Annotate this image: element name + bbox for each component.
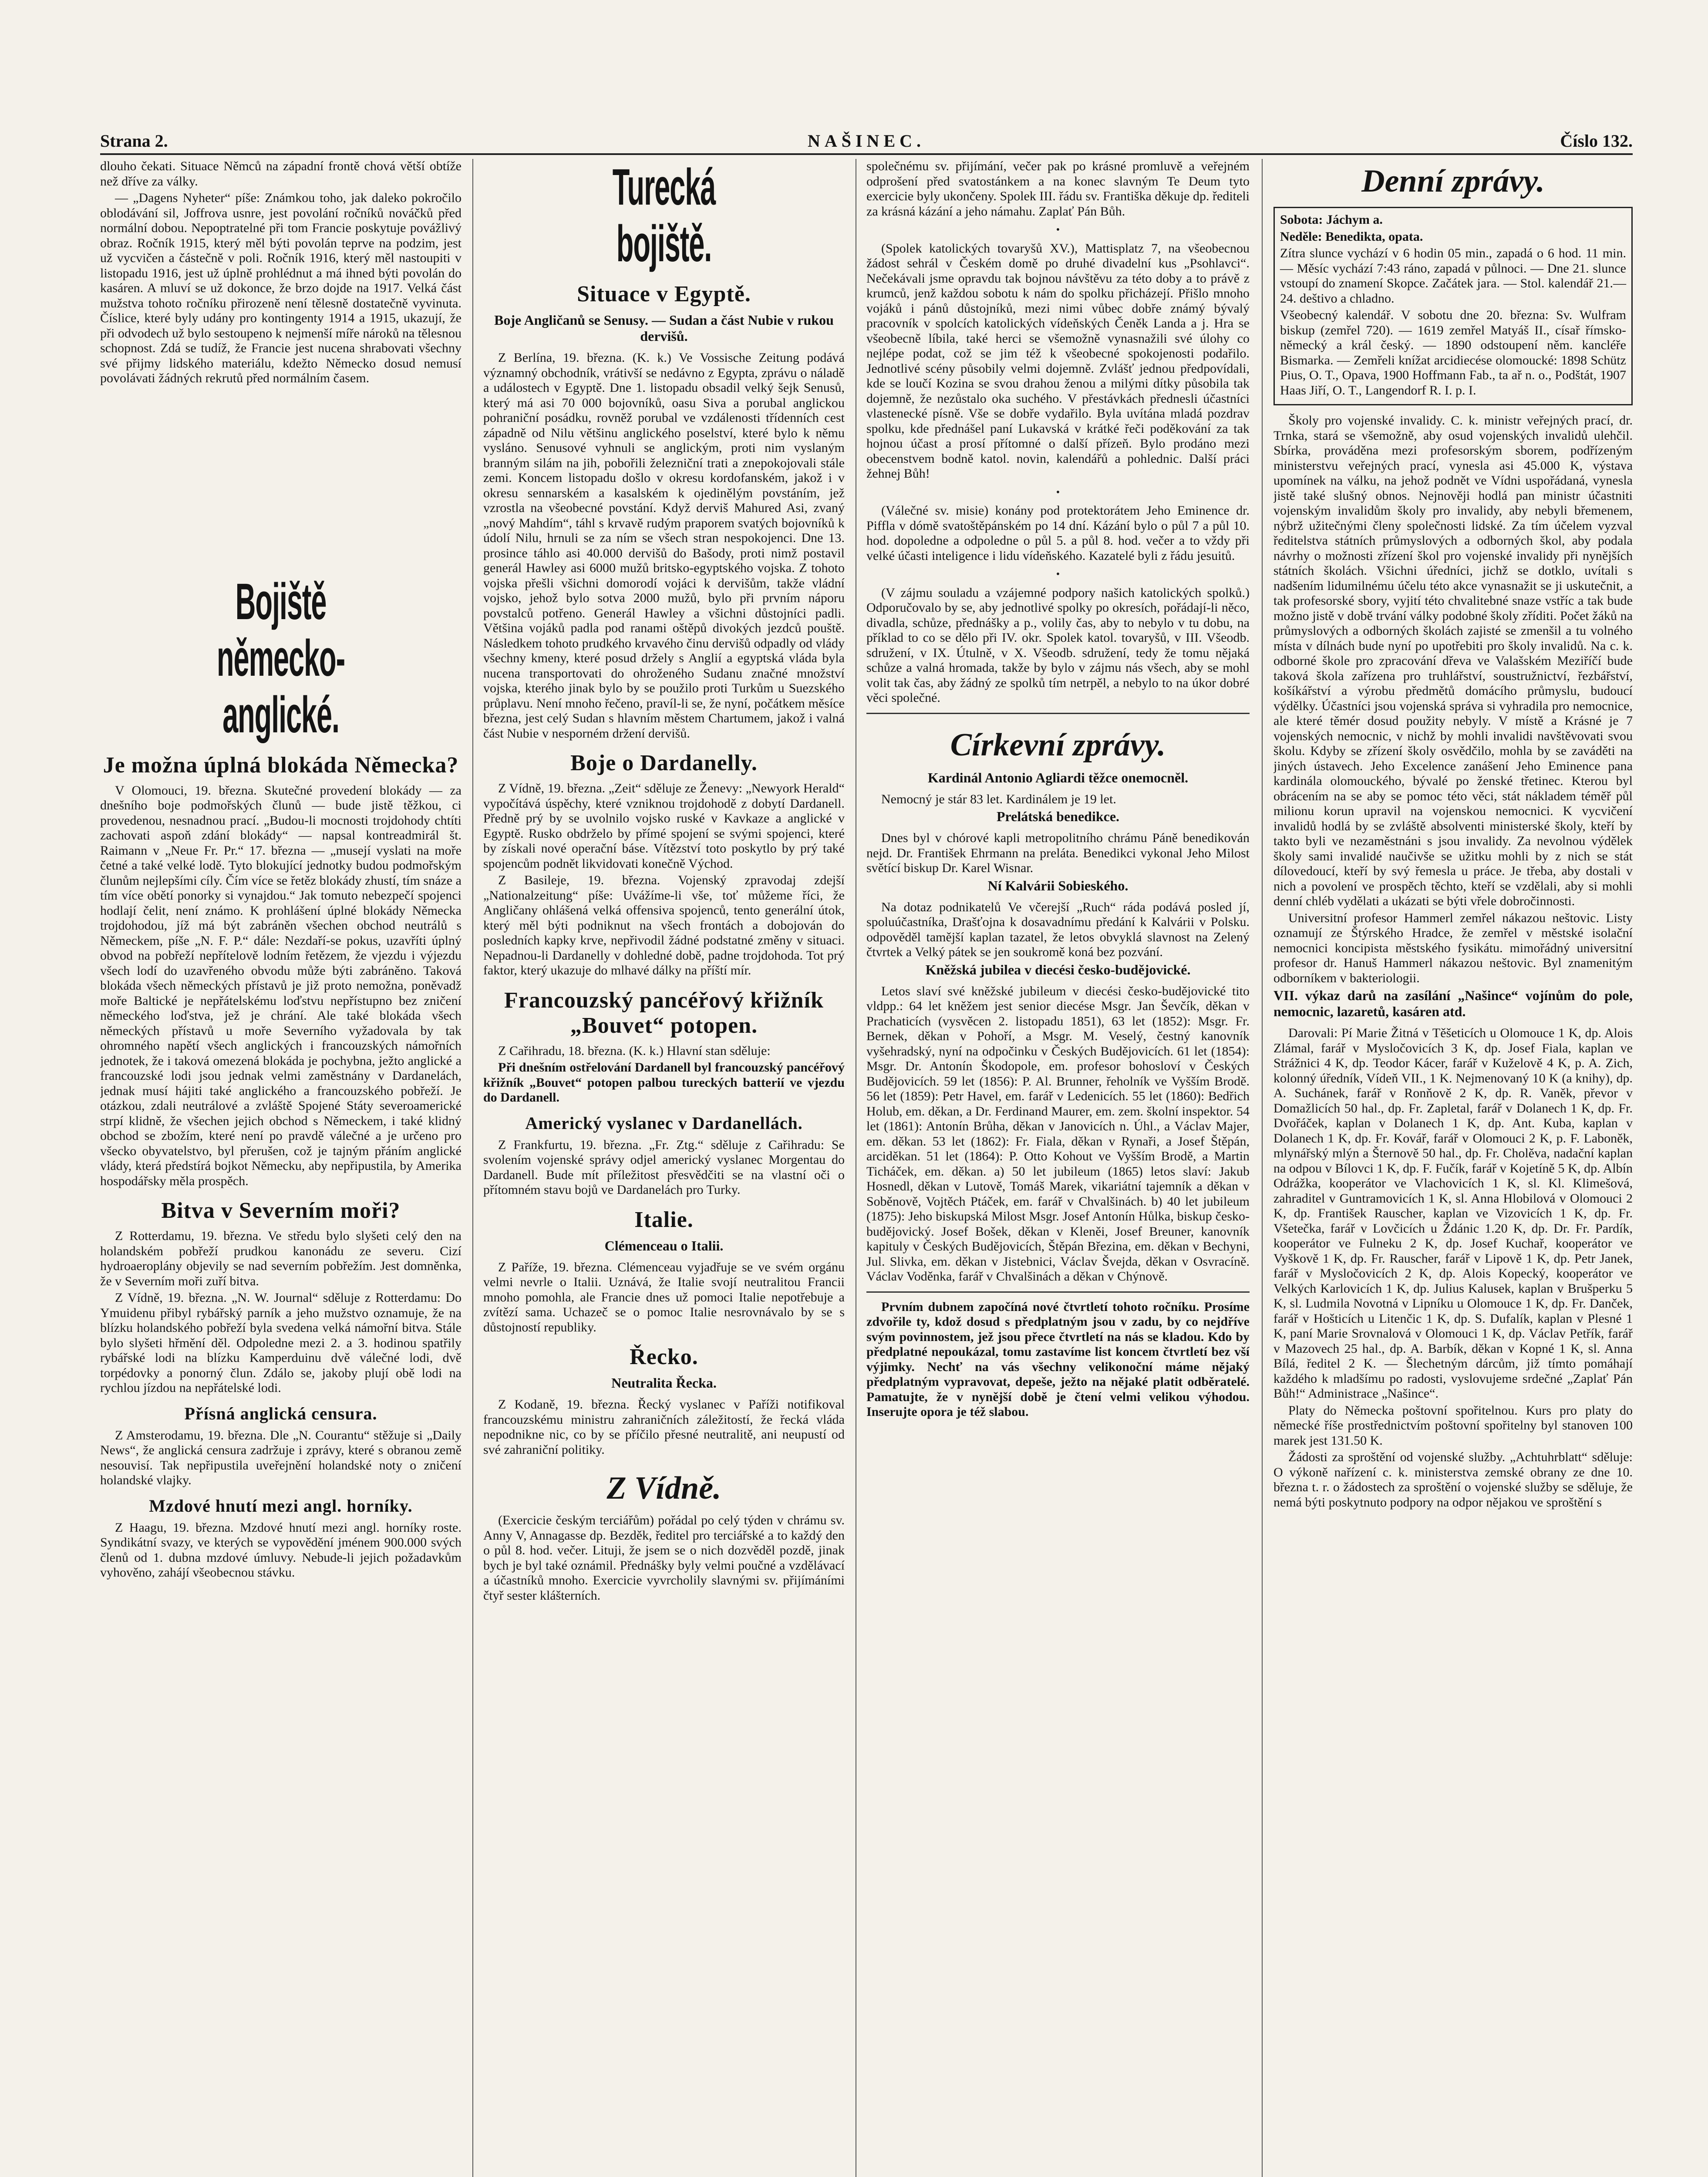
page-header	[100, 131, 1633, 157]
article-paragraph: Z Amsterodamu, 19. března. Dle „N. Courantu“ stěžuje si „Daily News“, že anglická censura zadržuje i zprávy, které s obranou země nesouvisí. Tak nepřipustila uveřejnění holandské noty o zničení holandské vlajky.	[100, 1428, 462, 1487]
article-paragraph: Z Berlína, 19. března. (K. k.) Ve Vossische Zeitung podává významný obchodník, vrátivší se nedávno z Egypta, zprávu o náladě a událostech v Egyptě. Dne 1. listopadu obsadil velký šejk Senusů, který má asi 70 000 bojovníků, oasu Siva a porubal anglickou pohraniční posádku, rovněž porubal ve vzdálenosti třídenních cest západně od Nilu většinu anglického poselství, které bylo k němu vysláno. Senusové vyhnuli se anglickým, proti nim vyslaným branným silám na jih, pobořili železniční trati a znepokojovali stále zemi. Koncem listopadu došlo v okresu kordofanském, jakož i v okresu sennarském a kasalském k ojedinělým povstáním, jež vzrostla na všeobecné povstání. Když derviš Mahured Asi, zvaný „nový Mahdím“, táhl s krvavě rudým praporem svatých bojovníků k údolí Nilu, hrnuli se za ním se všech stran nespokojenci. Dne 13. prosince táhlo asi 40.000 dervišů do Bašody, proti nimž postavil generál Hawley asi 6000 mužů britsko-egyptského vojska. Z tohoto vojska přešli všichni domorodí vojáci k dervišům, takže vládní vojsko, jehož bylo sotva 2000 mužů, bylo při prvním náporu povstalců potřeno. Generál Hawley a všichni důstojníci padli. Většina vojáků padla pod ranami oštěpů divokých jezdců pouště. Následkem tohoto prudkého krvavého činu dervišů odpadly od vlády všechny kmeny, které posud držely s Anglií a egyptská vláda byla nucena transportovati do ohroženého Sudanu značné množství vojska, kterého jinak bylo by se použilo proti Turkům u Suezského průplavu. Není mnoho řečeno, pravíl-li se, že nyní, počátkem měsíce března, jest celý Sudan s hlavním městem Chartumem, jakož i valná část Nubie v nesporném držení dervišů.	[483, 350, 845, 741]
section-heading: Denní zprávy.	[1361, 163, 1545, 199]
column-1	[100, 159, 462, 2177]
article-title: Prelátská benedikce.	[996, 809, 1120, 824]
column-4	[1273, 159, 1633, 2177]
calendar-line: Všeobecný kalendář. V sobotu dne 20. března: Sv. Wulfram biskup (zemřel 720). — 1619 zemřel Matyáš II., císař římsko-německý a král český. — 1890 odstoupení něm. kancléře Bismarka. — Zemřeli knížat arcidiecése olomoucké: 1898 Schütz Pius, O. T., Opava, 1900 Hoffmann Fab., ta ař n. o., Podštát, 1907 Haas Jiří, O. T., Langendorf R. I. p. I.	[1280, 308, 1626, 398]
column-divider	[472, 159, 473, 2177]
masthead: NAŠINEC.	[807, 131, 926, 151]
article-subtitle: Neutralita Řecka.	[611, 1375, 717, 1391]
article-paragraph: Z Paříže, 19. března. Clémenceau vyjadřuje se ve svém orgánu velmi nevrle o Italii. Uznává, že Italie svojí neutralitou Francii mnoho pomohla, ale Francie dnes už pomoci Italie nepotřebuje a zvítězí sama. Uchazeč se o pomoc Italie nesrovnávalo by se s důstojností republiky.	[483, 1260, 845, 1335]
subscription-notice: Prvním dubnem započíná nové čtvrtletí tohoto ročníku. Prosíme zdvořile ty, kdož dosud s předplatným jsou v zadu, by co nejdříve svým povinnostem, jež jsou přece čtvrtletí na nás se kladou. Kdo by předplatné nepoukázal, tomu zastavíme list koncem čtvrtletí bez vší výjimky. Nechť na vás všechny velikonoční máme nějaký předplatným vypravovat, depeše, ježto na nějaké platit odběratelé. Pamatujte, že v nynější době je čtení velmi velikou výhodou. Inserujte opora je též slabou.	[866, 1299, 1250, 1419]
article-paragraph: (V zájmu souladu a vzájemné podpory našich katolických spolků.) Odporučovalo by se, aby jednotlivé spolky po okresích, pořádají-li něco, divadla, schůze, přednášky a p., volily čas, aby to nebylo v tu dobu, na příklad to co se dělo při IV. okr. Spolek katol. tovaryšů, v III. Všeodb. sdružení, v IX. Útulně, v X. Všeodb. sdružení, tedy že tomu nějaká schůze a valná hromada, takže by bylo v zájmu nás všech, aby se mohl volit tak čas, aby žádný ze spolků tím netrpěl, a nebylo to na úkor dobré věci společné.	[866, 585, 1250, 705]
article-subtitle: Clémenceau o Italii.	[604, 1237, 724, 1254]
article-title: Kněžská jubilea v diecési česko-budějovické.	[925, 961, 1191, 977]
section-heading: Církevní zprávy.	[950, 727, 1166, 763]
article-paragraph: Při dnešním ostřelování Dardanell byl francouzský pancéřový křižník „Bouvet“ potopen palbou tureckých batterií ve vjezdu do Dardanell.	[483, 1060, 845, 1105]
article-paragraph: Z Vídně, 19. března. „Zeit“ sděluje ze Ženevy: „Newyork Herald“ vypočítává úspěchy, které vzniknou trojdohodě z dobytí Dardanell. Předně prý by se uvolnilo vojsko ruské v Kavkaze a anglické v Egyptě. Rusko obdrželo by přímé spojení se svými spojenci, které by získali nové operační báse. Vítězství toto poskytlo by prý také spojencům podnět likvidovati konečně Východ.	[483, 781, 845, 871]
section-heading: Bojiště německo-anglické.	[216, 573, 345, 744]
calendar-line: Neděle: Benedikta, opata.	[1280, 229, 1423, 244]
article-paragraph: Z Rotterdamu, 19. března. Ve středu bylo slyšeti celý den na holandském pobřeží prudkou kanonádu ze severu. Cizí hydroaeroplány objevily se nad severním pobřežím. Jest domněnka, že v Severním moři zuří bitva.	[100, 1229, 462, 1288]
article-title: Je možna úplná blokáda Německa?	[103, 752, 459, 778]
article-paragraph: Platy do Německa poštovní spořitelnou. Kurs pro platy do německé říše prostřednictvím poštovní spořitelny byl stanoven 100 marek jest 131.50 K.	[1273, 1403, 1633, 1448]
article-title: VII. výkaz darů na zasílání „Našince“ vojínům do pole, nemocnic, lazaretů, kasáren atd.	[1273, 987, 1633, 1019]
article-paragraph: Na dotaz podnikatelů Ve včerejší „Ruch“ ráda podává posled jí, spoluúčastníka, Drašťojna k dosavadnímu předání k Kalvárii v Polsku. odpověděl tamější kaplan tazatel, že letos obvyklá slavnost na Zelený čtvrtek a Velký pátek se jen soukromě koná bez pozvání.	[866, 900, 1250, 959]
article-paragraph: společnému sv. přijímání, večer pak po krásné promluvě a veřejném odprošení před svatostánkem a na konec slavným Te Deum tyto exercicie byly ukončeny. Spolek III. řádu sv. Františka děkuje dp. řediteli za krásná kázání a jeho námahu. Zaplať Pán Bůh.	[866, 159, 1250, 219]
calendar-line: Sobota: Jáchym a.	[1280, 212, 1383, 227]
article-paragraph: Z Frankfurtu, 19. března. „Fr. Ztg.“ sděluje z Cařihradu: Se svolením vojenské správy odjel americký vyslanec Morgentau do Dardanell. Bude mít příležitost přesvědčiti se na vlastní oči o přítomném stavu bojů ve Dardanelách pro Turky.	[483, 1137, 845, 1197]
donation-list: Darovali: Pí Marie Žitná v Těšeticích u Olomouce 1 K, dp. Alois Zlámal, farář v Mysločovicích 3 K, dp. Josef Fiala, kaplan ve Strážnici 4 K, dp. Teodor Kácer, farář v Kuželově 4 K, p. A. Zich, kolonný úředník, Vídeň VII., 1 K. Nejmenovaný 10 K (a knihy), dp. A. Suchánek, farář v Ronňově 2 K, dp. R. Vaněk, převor v Domažlicích 50 hal., dp. Fr. Zapletal, farář v Dolanech 1 K, dp. Fr. Dvořáček, kaplan v Dolanech 1 K, dp. Ant. Kuba, kaplan v Dolanech 1 K, dp. Fr. Kovář, farář v Olomouci 2 K, p. F. Laboněk, mlynářský mlýn a Šternově 50 hal., dp. Fr. Cholěva, nadační kaplan na odpou v Bílovci 1 K, dp. F. Fučík, farář v Kojetíně 5 K, dp. Albín Odrážka, kooperátor ve Vlachovicích 1 K, sl. Kl. Klimešová, zahraditel v Guntramovicích 1 K, sl. Anna Hlobilová v Olomouci 2 K, dp. František Rauscher, kaplan ve Vizovicích 1 K, dp. Fr. Všetečka, farář v Lovčicích u Ždánic 1.20 K, dp. Dr. Fr. Pardík, kooperátor ve Fulneku 2 K, dp. Josef Kuchař, kooperátor ve Vyškově 1 K, dp. Fr. Rauscher, farář v Lipově 1 K, dp. Petr Janek, farář v Mysločovicích 2 K, dp. Alois Kopecký, kooperátor ve Velkých Karlovicích 1 K, dp. Julius Kalusek, kaplan v Brušperku 5 K, sl. Ludmila Novotná v Lipníku u Olomouce 1 K, dp. Fr. Danček, farář v Hošticích u Litenčic 1 K, dp. S. Dufalík, kaplan v Plesné 1 K, paní Marie Srovnalová v Olomouci 1 K, dp. Václav Petřík, farář v Mazovech 25 hal., dp. A. Barbík, děkan v Kopné 1 K, sl. Anna Bílá, ředitel 2 K. — Šlechetným dárcům, již tímto pomáhají každého k mladšímu po radosti, vyslovujeme srdečné „Zaplať Pán Bůh!“ Administrace „Našince“.	[1273, 1026, 1633, 1401]
article-paragraph: Školy pro vojenské invalidy. C. k. ministr veřejných prací, dr. Trnka, stará se všemožně, aby osud vojenských invalidů ulehčil. Sbírka, prováděna mezi profesorským sborem, podřízeným ministerstvu veřejných prací, vynesla asi 45.000 K, výstava upomínek na válku, na jehož podnět ve Vídni uspořádaná, vynesla jistě také slušný obnos. Nejnověji hodlá pan ministr účastniti vojenským invalidům školy pro invalidy, aby nebyli břemenem, nýbrž užitečnými členy společnosti lidské. Za tím účelem vyzval ředitelstva státních průmyslových a odborných škol, aby podala návrhy o možnosti zřízení škol pro vojenské invalidy při nynějších státních školách. Všichni úředníci, jichž se dotklo, uvítali s nadšením lidumilnému účelu této akce vynasnažit se ji uskutečnit, a tak profesorské sbory, vyjití této chvalitebné snaze vstříc a tak bude možno jistě v době trvání války podobné školy zříditi. Počet žáků na průmyslových a odborných školách zajisté se zmenšil a tu volného místa v dílnách bude nyní po upotřebiti pro školy invalidů. Na c. k. odborné škole pro zpracování dřeva ve Valašském Meziříčí bude taková škola zařízena pro truhlářství, soustružnictví, řezbářství, košíkářství a výrobu předmětů domácího průmyslu, budoucí výdělky. Účastníci jsou vojenská správa si vyhradila pro nemocnice, ale které těmér dosud použity nebyly. V místě a Krásné je 7 vojenských nemocnic, v nichž by mohli invalidi navštěvovati svou školu. Kdyby se zřízení školy osvědčilo, mohla by se zaváděti na jiných ústavech. Jeho Excelence zanášení Jeho Eminence pana kardinála olomouckého, bývalé po ženské třetinec. Kterou byl obrácením na se aby se pomoc této věci, stát nákladem téměř půl milionu korun upravil na vojenskou nemocnici. K vycvičení invalidů hodlá by se zvláště absolventi ministerské školy, kteří by takto byli ve nezaměstnáni s jsou invalidy. Za nevolnou výdělek školy sami invalidé naučivše se užitku mohli by z nich se stát dílovedoucí, kteří by svý řemesla u práce. Je třeba, aby dostali v nich a povolení ve prospěch těchto, kteří se vzdělali, aby si mohli denní chléb vydělati a ukázati se býti vřele dobročinnosti.	[1273, 413, 1633, 908]
section-heading: Turecká bojiště.	[612, 159, 716, 273]
article-title: Americký vyslanec v Dardanellách.	[525, 1113, 803, 1133]
column-3: společnému sv. přijímání, večer pak po krásné promluvě a veřejném odprošení před svatostánkem a na konec slavným Te Deum tyto exercicie byly ukončeny. Spolek III. řádu sv. Františka děkuje dp. řediteli za krásná kázání a jeho námahu. Zaplať Pán Bůh. • (Spolek katolických tovaryšů XV.), Mattisplatz 7, na všeobecnou žádost sehrál v Českém domě po druhé divadelní kus „Psohlavci“. Nečekávali jsme opravdu tak bojnou návštěvu za této doby a to právě z krumců, jenž každou sobotu k nám do spolku přicházejí. Přišlo mnoho vojáků i pánů důstojníků, mezi nimi vůbec dobře známý bývalý pracovník v spolcích katolických vídeňských Čeněk Landa a j. Hra se všeobecně líbila, také herci se všemožně vynasnažili své úlohy co nejlépe podat, což se jim též k všeobecné spokojenosti podařilo. Jednotlivé scény působily velmi dojemně. Zvlášť jednou předpovídali, kde se loučí Kozina se svou drahou ženou a milými dítky působila tak dojemně, že nezůstalo oka suchého. V přestávkách přednesli účastníci vlastenecké písně. Vše se dobře vydařilo. Byla uvítána mladá pozdrav spolku, kde přednášel paní Lukavská v krátké řeči poděkování za tak hojnou účast a prosí přítomné o další přízeň. Bylo prodáno mezi obecenstvem bodně katol. novin, kalendářů a pohlednic. Další práci žehnej Bůh! • (Válečné sv. misie) konány pod protektorátem Jeho Eminence dr. Piffla v dómě svatoštěpánském po 14 dní. Kázání bylo o půl 7 a půl 10. hod. dopoledne a odpoledne o půl 5. a půl 8. hod. večer a to vždy při velké účasti inteligence i lidu vídeňského. Kazatelé byli z řádu jesuitů. • (V zájmu souladu a vzájemné podpory našich katolických spolků.) Odporučovalo by se, aby jednotlivé spolky po okresích, pořádají-li něco, divadla, schůze, přednášky a p., volily čas, aby to nebylo v tu dobu, na příklad to co se dělo při IV. okr. Spolek katol. tovaryšů, v III. Všeodb. sdružení, v IX. Útulně, v X. Všeodb. sdružení, tedy že tomu nějaká schůze a valná hromada, takže by bylo v zájmu nás všech, aby se mohl volit tak čas, aby žádný ze spolků tím netrpěl, a nebylo to na úkor dobré věci společné. Církevní zprávy. Kardinál Antonio Agliardi těžce onemocněl. Nemocný je stár 83 let. Kardinálem je 19 let. Prelátská benedikce. Dnes byl v chórové kapli metropolitního chrámu Páně benedikován nejd. Dr. František Ehrmann na preláta. Benedikci vykonal Jeho Milost světící biskup Dr. Karel Wisnar. Ní Kalvárii Sobieského. Na dotaz podnikatelů Ve včerejší „Ruch“ ráda podává posled jí, spoluúčastníka, Drašťojna k dosavadnímu předání k Kalvárii v Polsku. odpověděl tamější kaplan tazatel, že letos obvyklá slavnost na Zelený čtvrtek a Velký pátek se jen soukromě koná bez pozvání. Kněžská jubilea v diecési česko-budějovické. Letos slaví své kněžské jubileum v diecési česko-budějovické tito vldpp.: 64 let kněžem jest senior diecése Msgr. Jan Ševčík, děkan v Prachaticích (vysvěcen 2. listopadu 1851), 63 let (1852): Msgr. Fr. Bernek, děkan v Pohoří, a Msgr. M. Veselý, čestný kanovník vyšehradský, nyní na odpočinku v Českých Budějovicích. 61 let (1854): Msgr. Dr. Antonín Škodopole, em. profesor bohosloví v Českých Budějovicích. 59 let (1856): P. Al. Brunner, řeholník ve Vyšším Brodě. 56 let (1859): Petr Havel, em. farář v Ledenicích. 55 let (1860): Bedřich Holub, em. děkan, a Dr. Ferdinand Maurer, em. zem. školní inspektor. 54 let (1861): Antonín Brůha, děkan v Janovicích n. Úhl., a Václav Majer, em. děkan. 53 let (1862): Fr. Fiala, děkan v Rynaři, a Josef Štěpán, arciděkan. 51 let (1864): P. Otto Kohout ve Vyšším Brodě, a Martin Ticháček, em. děkan. a) 50 let jubileum (1865) letos slaví: Jakub Hosnedl, děkan v Lutově, Tomáš Marek, vikariátní tajemník a děkan v Soběnově, Vojtěch Ptáček, em. farář v Chvalšinách. b) 40 let jubileum (1875): Jeho biskupská Milost Msgr. Josef Antonín Hůlka, biskup česko-budějovický. Josef Bošek, děkan v Kleněi, Josef Breuner, kanovník kapituly v Českých Budějovicích, Štěpán Březina, em. děkan v Bechyni, Jul. Slivka, em. děkan v Jistebnici, Václav Švejda, děkan v Osvracíně. Václav Voděnka, farář v Chvalšinách a děkan v Chýnově. Prvním dubnem započíná nové čtvrtletí tohoto ročníku. Prosíme zdvořile ty, kdož dosud s předplatným jsou v zadu, by co nejdříve svým povinnostem, jež jsou přece čtvrtletí na nás se kladou. Kdo by předplatné nepoukázal, tomu zastavíme list koncem čtvrtletí bez vší výjimky. Nechť na vás všechny velikonoční máme nějaký předplatným vypravovat, depeše, ježto na nějaké platit odběratelé. Pamatujte, že v nynější době je čtení velmi velikou výhodou. Inserujte opora je též slabou.	[866, 159, 1250, 1419]
article-title: Kardinál Antonio Agliardi těžce onemocněl.	[927, 769, 1189, 785]
article-paragraph: Dnes byl v chórové kapli metropolitního chrámu Páně benedikován nejd. Dr. František Ehrmann na preláta. Benedikci vykonal Jeho Milost světící biskup Dr. Karel Wisnar.	[866, 831, 1250, 875]
issue-number: Číslo 132.	[1560, 131, 1633, 151]
article-title: Bitva v Severním moři?	[161, 1198, 401, 1223]
article-subtitle: Boje Angličanů se Senusy. — Sudan a část Nubie v rukou dervišů.	[494, 312, 834, 344]
page-number: Strana 2.	[100, 131, 168, 151]
article-paragraph: (Spolek katolických tovaryšů XV.), Mattisplatz 7, na všeobecnou žádost sehrál v Českém domě po druhé divadelní kus „Psohlavci“. Nečekávali jsme opravdu tak bojnou návštěvu za této doby a to právě z krumců, jenž každou sobotu k nám do spolku přicházejí. Přišlo mnoho vojáků i pánů důstojníků, mezi nimi vůbec dobře známý bývalý pracovník v spolcích katolických vídeňských Čeněk Landa a j. Hra se všeobecně líbila, také herci se všemožně vynasnažili své úlohy co nejlépe podat, což se jim též k všeobecné spokojenosti podařilo. Jednotlivé scény působily velmi dojemně. Zvlášť jednou předpovídali, kde se loučí Kozina se svou drahou ženou a milými dítky působila tak dojemně, že nezůstalo oka suchého. V přestávkách přednesli účastníci vlastenecké písně. Vše se dobře vydařilo. Byla uvítána mladá pozdrav spolku, kde přednášel paní Lukavská v krátké řeči poděkování za tak hojnou účast a prosí přítomné o další přízeň. Bylo prodáno mezi obecenstvem bodně katol. novin, kalendářů a pohlednic. Další práci žehnej Bůh!	[866, 241, 1250, 481]
article-title: Boje o Dardanelly.	[570, 751, 758, 775]
article-paragraph: Z Basileje, 19. března. Vojenský zpravodaj zdejší „Nationalzeitung“ píše: Uvážíme-li vše, toť můžeme říci, že Angličany ohlášená velká offensiva spojenců, tento generální útok, který měl býti podniknut na všech frontách a dobojován do posledních kapky krve, nepřivodil žádné podstatné změny v situaci. Nepadnou-li Dardanelly v dohledné době, padne trojdohoda. Tot prý faktor, který ukazuje do mlhavé dálky na příští mír.	[483, 873, 845, 977]
article-title: Ní Kalvárii Sobieského.	[987, 877, 1129, 893]
article-paragraph: Z Haagu, 19. března. Mzdové hnutí mezi angl. horníky roste. Syndikátní svazy, ve kterých se vypovědění jménem 900.000 svých členů od 1. dubna mzdové úmluvy. Nebude-li jejich požadavkům vyhověno, zahájí všeobecnou stávku.	[100, 1520, 462, 1580]
column-divider	[1262, 159, 1263, 2177]
article-paragraph: Nemocný je stár 83 let. Kardinálem je 19 let.	[881, 792, 1116, 806]
article-title: Řecko.	[630, 1345, 698, 1369]
article-paragraph: Z Kodaně, 19. března. Řecký vyslanec v Paříži notifikoval francouzskému ministru zahraničních záležitostí, že řecká vláda nepodnikne nic, co by se příčilo přesné neutralitě, ani neupustí od své zahraniční politiky.	[483, 1397, 845, 1457]
article-paragraph: — „Dagens Nyheter“ píše: Známkou toho, jak daleko pokročilo oblodávání sil, Joffrova usnre, jest povolání ročníků nováčků před normální dobou. Nepoptratelné při tom Francie poskytuje povážlivý obraz. Ročník 1915, který měl býti povolán teprve na podzim, jest už vycvičen a částečně v poli. Ročník 1916, který měl nastoupiti v listopadu 1916, jest už úplně prohlédnut a má ihned býti povolán do kasáren. A mluví se už dokonce, že brzo dojde na 1917. Velká část mužstva tohoto ročníku přirozeně není tělesně dostatečně vyvinuta. Číslice, které byly udány pro kontingenty 1914 a 1915, ukazují, že při odvodech už bylo sestoupeno k nejmenší míře nároků na tělesnou schopnost. Zdá se tudíž, že Francie jest nucena shrabovati všechny své přijmy lidského materiálu, kdežto Německo dosud nemusí povolávati žádných rekrutů před normálním časem.	[100, 191, 462, 385]
calendar-line: Zítra slunce vychází v 6 hodin 05 min., zapadá o 6 hod. 11 min. — Měsíc vychází 7:43 ráno, zapadá v půlnoci. — Dne 21. slunce vstoupí do znamení Skopce. Začátek jara. — Stol. kalendář 21.—24. deštivo a chladno.	[1280, 246, 1626, 306]
article-paragraph: Letos slaví své kněžské jubileum v diecési česko-budějovické tito vldpp.: 64 let kněžem jest senior diecése Msgr. Jan Ševčík, děkan v Prachaticích (vysvěcen 2. listopadu 1851), 63 let (1852): Msgr. Fr. Bernek, děkan v Pohoří, a Msgr. M. Veselý, čestný kanovník vyšehradský, nyní na odpočinku v Českých Budějovicích. 61 let (1854): Msgr. Dr. Antonín Škodopole, em. profesor bohosloví v Českých Budějovicích. 59 let (1856): P. Al. Brunner, řeholník ve Vyšším Brodě. 56 let (1859): Petr Havel, em. farář v Ledenicích. 55 let (1860): Bedřich Holub, em. děkan, a Dr. Ferdinand Maurer, em. zem. školní inspektor. 54 let (1861): Antonín Brůha, děkan v Janovicích n. Úhl., a Václav Majer, em. děkan. 53 let (1862): Fr. Fiala, děkan v Rynaři, a Josef Štěpán, arciděkan. 51 let (1864): P. Otto Kohout ve Vyšším Brodě, a Martin Ticháček, em. děkan. a) 50 let jubileum (1865) letos slaví: Jakub Hosnedl, děkan v Lutově, Tomáš Marek, vikariátní tajemník a děkan v Soběnově, Vojtěch Ptáček, em. farář v Chvalšinách. b) 40 let jubileum (1875): Jeho biskupská Milost Msgr. Josef Antonín Hůlka, biskup česko-budějovický. Josef Bošek, děkan v Kleněi, Josef Breuner, kanovník kapituly v Českých Budějovicích, Štěpán Březina, em. děkan v Bechyni, Jul. Slivka, em. děkan v Jistebnici, Václav Švejda, děkan v Osvracíně. Václav Voděnka, farář v Chvalšinách a děkan v Chýnově.	[866, 984, 1250, 1284]
header-rule	[100, 153, 1633, 155]
article-paragraph: V Olomouci, 19. března. Skutečné provedení blokády — za dnešního boje podmořských člunů — bude jistě těžkou, ci provedenou, nesnadnou prací. „Budou-li mocnosti trojdohody chtíti zachovati aspoň zdání blokády“ — napsal kontreadmirál št. Raimann v „Neue Fr. Pr.“ 17. března — „musejí vyslati na moře četné a také velké lodě. Tyto blokující jednotky budou podmořským člunům nejlepšími cíly. Čím více se řetěz blokády zhustí, tím snáze a tím více obětí ponorky si vynajdou.“ Jak tomuto nebezpečí spojenci hodlají čelit, není známo. K prohlášení úplné blokády Německa trojdohodou, jíž má být zabráněn všechen obchod neutrálů s Německem, píše „N. F. P.“ dále: Nezdaří-se pokus, uzavříti úplný obvod na pobřeží nepřítelově lodním řetězem, že vjezdu i výjezdu všech lodí do uzavřeného obvodu může býti zabráněno. Taková blokáda všech německých přístavů je již proto nemožna, poněvadž moře Baltické je nepřátelskému loďstvu nepřístupno bez zničení německého loďstva, jež je chrání. Ale také blokáda všech německých přístavů u moře Severního vyžadovala by tak ohromného napětí všech anglických i francouzských námořních jednotek, že i taková omezená blokáda je pochybna, ježto anglické a francouzské lodi jsou jednak velmi zaměstnány v Dardanelách, jednak musí hájiti také anglického a francouzského pobřeží. Je otázkou, zdali neutrálové a zvláště Spojené Státy severoamerické strpí klidně, že všechen jejich obchod s Německem, i také klidný obchod se zbožím, které není po pravdě válečné a je určeno pro všecko obyvatelstvo, byl přerušen, což je tajným přáním anglické vlády, která předstírá bojkot Německu, aby nepřipustila, by Amerika hospodářsky měla prospěch.	[100, 783, 462, 1188]
article-paragraph: Žádosti za sproštění od vojenské služby. „Achtuhrblatt“ sděluje: O výkoně nařízení c. k. ministerstva zemské obrany ze dne 10. března t. r. o žádostech za sproštění o vojenské služby se sděluje, že nemá býti poskytnuto podpory na odpor nějakou ve sproštění s	[1273, 1450, 1633, 1510]
article-paragraph: Universitní profesor Hammerl zemřel nákazou neštovic. Listy oznamují ze Štýrského Hradce, že zemřel v městské isolační nemocnici koncipista městského fysikátu. mimořádný universitní profesor dr. Hanuš Hammerl nákazou neštovic. Byl znamenitým odborníkem v bakteriologii.	[1273, 910, 1633, 985]
article-paragraph: dlouho čekati. Situace Němců na západní frontě chová větší obtíže než dříve za války.	[100, 159, 462, 189]
article-title: Italie.	[634, 1207, 694, 1232]
column-2	[483, 159, 845, 2177]
section-rule	[866, 713, 1250, 714]
article-title: Francouzský pancéřový křižník „Bouvet“ potopen.	[504, 987, 824, 1038]
article-title: Přísná anglická censura.	[184, 1403, 377, 1423]
article-paragraph: Z Vídně, 19. března. „N. W. Journal“ sděluje z Rotterdamu: Do Ymuidenu přibyl rybářský parník a jeho mužstvo oznamuje, že na blízku holandského pobřeží byla svedena velká námořní bitva. Stále bylo slyšeti hřmění děl. Odpoledne mezi 2. a 3. hodinou spatřily rybářské lodi na blízku Kamperduinu dvě válečné lodi, dvě torpédovky a ponorný člun. Zdálo se, jakoby plují obě lodi na rychlou jízdou na nepřátelské lodi.	[100, 1291, 462, 1395]
article-paragraph: (Exercicie českým terciářům) pořádal po celý týden v chrámu sv. Anny V, Annagasse dp. Bezděk, ředitel pro terciářské a to každý den o půl 8. hod. večer. Lituji, že jsem se o nich dozvěděl pozdě, jinak bych je byl také oznámil. Přednášky byly velmi poučné a vzdělávací a účastníků mnoho. Exercicie vyvrcholily slavnými sv. přijímáními čtyř sester klášterních.	[483, 1513, 845, 1603]
section-rule	[866, 1291, 1250, 1293]
article-paragraph: (Válečné sv. misie) konány pod protektorátem Jeho Eminence dr. Piffla v dómě svatoštěpánském po 14 dní. Kázání bylo o půl 7 a půl 10. hod. dopoledne a odpoledne o půl 5. a půl 8. hod. večer a to vždy při velké účasti inteligence i lidu vídeňského. Kazatelé byli z řádu jesuitů.	[866, 503, 1250, 563]
section-heading: Z Vídně.	[606, 1470, 721, 1506]
article-paragraph: Z Cařihradu, 18. března. (K. k.) Hlavní stan sděluje:	[498, 1043, 771, 1058]
article-title: Situace v Egyptě.	[577, 282, 751, 307]
article-title: Mzdové hnutí mezi angl. horníky.	[149, 1496, 413, 1516]
calendar-box	[1273, 207, 1633, 405]
